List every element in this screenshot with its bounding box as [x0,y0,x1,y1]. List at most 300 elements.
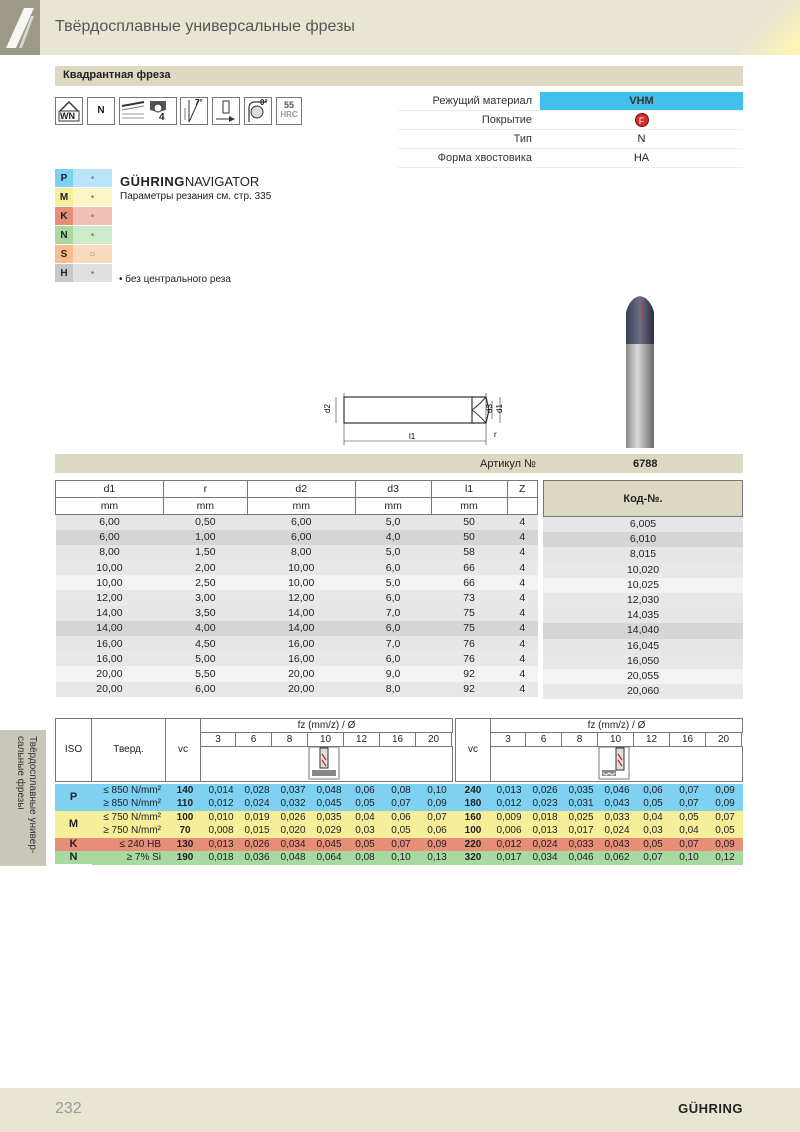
coating-value [540,111,743,129]
vc-cell: 100 [176,812,194,824]
brand-light: NAVIGATOR [184,174,260,189]
dim-cell: 6,0 [385,622,401,635]
vc-cell: 240 [464,785,482,797]
diameter-row-1 [200,732,452,747]
dim-cell: 92 [463,683,475,696]
vc-cell: 160 [464,812,482,824]
fz-header-2: fz (mm/z) / Ø [490,718,743,733]
diameter-cell: 10 [308,732,344,747]
dim-cell: 4 [519,516,526,529]
section-title: Квадрантная фреза [55,66,743,86]
fz-cell: 0,06 [391,812,411,824]
dim-cell: 0,50 [195,516,216,529]
fz-cell: 0,03 [643,825,663,837]
footer-logo: GÜHRING [678,1101,743,1116]
fz-cell: 0,07 [391,839,411,851]
dim-cell: 12,00 [288,592,315,605]
dim-row [56,560,538,575]
dim-unit-row [56,498,538,515]
fz-header-1: fz (mm/z) / Ø [200,718,453,733]
property-row [398,111,743,130]
l1-label: l1 [409,432,416,441]
dim-row [56,636,538,651]
fz-cell: 0,05 [643,798,663,810]
dim-cell: 20,00 [96,683,123,696]
dim-cell: 8,0 [385,683,401,696]
iso-letter: S [55,245,73,263]
fz-cell: 0,014 [208,785,234,797]
vc-header-2: vc [455,718,491,782]
cutting-row-right [455,851,743,865]
dim-row [56,666,538,681]
diameter-cell: 8 [562,732,598,747]
cutting-row-right [455,824,743,838]
header-bar [0,0,800,55]
code-cell: 10,025 [543,578,743,593]
hardness-cell: ≥ 750 N/mm² [103,825,161,837]
property-row [398,92,743,111]
diameter-row-2 [490,732,742,747]
vc-cell: 220 [464,839,482,851]
fz-cell: 0,07 [679,839,699,851]
iso-mark: • [73,188,112,206]
iso-letter: N [55,226,73,244]
diameter-cell: 6 [526,732,562,747]
footer [0,1088,800,1132]
dim-row [56,515,538,530]
fz-cell: 0,10 [679,852,699,864]
dim-cell: 73 [463,592,475,605]
fz-cell: 0,009 [496,812,522,824]
vc-cell: 140 [176,785,194,797]
fz-cell: 0,018 [208,852,234,864]
dim-cell: 5,0 [385,576,401,589]
iso-letter: P [55,169,73,187]
radius-icon [244,97,272,125]
fz-body-2 [490,746,743,782]
dim-unit-cell: mm [56,498,164,515]
fz-cell: 0,023 [532,798,558,810]
property-label: Тип [513,133,532,145]
wn-label: WN [60,111,75,121]
fz-cell: 0,031 [568,798,594,810]
hardness-cell: ≤ 850 N/mm² [103,785,161,797]
fz-cell: 0,09 [427,839,447,851]
vc-cell: 180 [464,798,482,810]
cutting-row-left [92,824,455,838]
fz-cell: 0,10 [391,852,411,864]
dim-cell: 6,00 [290,516,312,529]
cutting-row-right [455,784,743,798]
property-row [398,149,743,168]
hardness-limit [276,97,302,125]
iso-row-p [55,169,112,188]
fz-cell: 0,015 [244,825,270,837]
dim-row [56,651,538,666]
fz-cell: 0,026 [532,785,558,797]
dim-cell: 6,00 [290,531,312,544]
dim-header-row [56,481,538,498]
dim-cell: 8,00 [290,546,312,559]
dim-row [56,575,538,590]
d2-label: d2 [323,404,332,413]
side-tab-line: Твёрдосплавные универ- [27,736,38,854]
dim-cell: 4 [519,622,526,635]
dim-cell: 4 [519,652,526,665]
shank-value: HA [633,152,650,164]
dim-cell: 66 [463,576,475,589]
dim-cell: 9,0 [385,667,401,680]
code-header: Код-№. [543,480,743,517]
dim-cell: 1,50 [195,546,216,559]
dim-cell: 5,50 [195,667,216,680]
dim-cell: 14,00 [96,607,123,620]
cutting-row-left [92,784,455,798]
side-tab-label [14,736,38,853]
cutting-row-right [455,838,743,852]
brand-bold: GÜHRING [120,174,185,189]
diameter-cell: 6 [236,732,272,747]
diameter-cell: 10 [598,732,634,747]
dim-cell: 50 [463,531,475,544]
iso-mark: • [73,169,112,187]
fz-cell: 0,010 [208,812,234,824]
property-label: Форма хвостовика [437,152,532,164]
cutting-row-right [455,797,743,811]
dim-cell: 6,0 [385,592,401,605]
dim-header-cell: r [163,481,247,498]
fz-cell: 0,04 [355,812,375,824]
iso-mark: • [73,207,112,225]
code-cell: 8,015 [543,547,743,562]
dim-unit-cell: mm [355,498,431,515]
fz-cell: 0,04 [679,825,699,837]
dim-cell: 16,00 [288,652,315,665]
dim-cell: 1,00 [195,531,216,544]
fz-cell: 0,026 [280,812,306,824]
fz-cell: 0,045 [316,798,342,810]
dim-cell: 4 [519,576,526,589]
dim-cell: 16,00 [288,637,315,650]
fz-cell: 0,07 [679,785,699,797]
dim-cell: 6,0 [385,652,401,665]
code-cell: 20,060 [543,684,743,699]
iso-row-s [55,245,112,264]
dim-cell: 76 [463,637,475,650]
dim-cell: 4 [519,683,526,696]
dim-header-cell: l1 [431,481,507,498]
dim-cell: 76 [463,652,475,665]
fz-cell: 0,008 [208,825,234,837]
fz-cell: 0,07 [643,852,663,864]
fz-cell: 0,013 [208,839,234,851]
dim-cell: 4 [519,592,526,605]
iso-header: ISO [55,718,92,782]
dim-cell: 75 [463,607,475,620]
diameter-cell: 16 [380,732,416,747]
header-accent [740,0,800,55]
dim-cell: 7,0 [385,637,401,650]
dim-cell: 10,00 [288,561,315,574]
fz-body-1 [200,746,453,782]
article-bar [55,454,743,473]
iso-row-k [55,207,112,226]
code-cell: 16,045 [543,639,743,654]
cutting-row-left [92,811,455,825]
hardness-cell: ≥ 7% Si [126,852,161,864]
code-cell: 14,035 [543,608,743,623]
hardness-cell: ≤ 750 N/mm² [103,812,161,824]
fz-cell: 0,019 [244,812,270,824]
fz-cell: 0,024 [532,839,558,851]
helix-angle-icon [180,97,208,125]
fz-cell: 0,062 [604,852,630,864]
zero-angle-label: 0° [260,98,268,107]
fz-cell: 0,020 [280,825,306,837]
dimension-table [55,480,538,697]
fz-cell: 0,017 [496,852,522,864]
dim-cell: 75 [463,622,475,635]
fz-cell: 0,046 [568,852,594,864]
fz-cell: 0,13 [427,852,447,864]
iso-letter: K [55,207,73,225]
dim-cell: 4 [519,546,526,559]
dim-cell: 20,00 [96,667,123,680]
dim-cell: 7,0 [385,607,401,620]
dim-cell: 3,00 [195,592,216,605]
center-cut-note: • без центрального реза [119,274,231,285]
fz-cell: 0,033 [604,812,630,824]
hrc-label: HRC [280,110,298,119]
fz-cell: 0,025 [568,812,594,824]
dim-header-cell: d3 [355,481,431,498]
fz-cell: 0,024 [244,798,270,810]
hrc-value: 55 [283,100,294,110]
vc-cell: 320 [464,852,482,864]
angle-label: 7° [195,98,203,107]
side-tab-line: сальные фрезы [15,736,26,810]
diameter-cell: 20 [706,732,742,747]
fz-cell: 0,05 [355,839,375,851]
iso-row-n [55,226,112,245]
code-cell: 12,030 [543,593,743,608]
fz-cell: 0,05 [715,825,735,837]
code-cell: 6,005 [543,517,743,532]
fz-cell: 0,017 [568,825,594,837]
fz-cell: 0,006 [496,825,522,837]
fz-cell: 0,048 [316,785,342,797]
diameter-cell: 12 [344,732,380,747]
dim-row [56,545,538,560]
fz-cell: 0,06 [427,825,447,837]
dim-cell: 4 [519,561,526,574]
iso-cell: K [55,838,92,851]
iso-cell: N [55,851,92,864]
fz-cell: 0,04 [643,812,663,824]
teeth-count: 4 [159,112,165,123]
article-number: 6788 [633,458,658,470]
fz-cell: 0,045 [316,839,342,851]
page-number: 232 [55,1100,82,1117]
hardness-cell: ≥ 850 N/mm² [103,798,161,810]
fz-cell: 0,013 [496,785,522,797]
fz-cell: 0,034 [532,852,558,864]
hardness-cell: ≤ 240 HB [119,839,161,851]
dim-row [56,530,538,545]
code-column [543,517,743,699]
brand-stripe-icon [0,0,40,55]
dim-unit-cell [507,498,537,515]
fz-cell: 0,07 [679,798,699,810]
fz-cell: 0,08 [391,785,411,797]
dim-cell: 12,00 [96,592,123,605]
diameter-cell: 12 [634,732,670,747]
fz-cell: 0,12 [715,852,735,864]
dim-cell: 5,0 [385,516,401,529]
vc-cell: 190 [176,852,194,864]
fz-cell: 0,03 [355,825,375,837]
fz-cell: 0,026 [244,839,270,851]
vc-header-1: vc [165,718,201,782]
fz-cell: 0,06 [643,785,663,797]
fz-cell: 0,07 [715,812,735,824]
fz-cell: 0,08 [355,852,375,864]
fz-cell: 0,034 [280,839,306,851]
dim-cell: 4 [519,531,526,544]
fz-cell: 0,024 [604,825,630,837]
fz-cell: 0,029 [316,825,342,837]
fz-cell: 0,012 [496,798,522,810]
cutting-row-right [455,811,743,825]
cutting-row-left [92,851,455,865]
iso-cell: M [55,811,92,838]
dim-cell: 10,00 [288,576,315,589]
diameter-cell: 3 [200,732,236,747]
vc-cell: 100 [464,825,482,837]
side-tab [0,730,46,866]
iso-row-m [55,188,112,207]
cutting-row-left [92,797,455,811]
navigator-logo [120,174,259,189]
fz-cell: 0,046 [604,785,630,797]
diameter-cell: 20 [416,732,452,747]
vc-cell: 70 [179,825,191,837]
fz-cell: 0,033 [568,839,594,851]
ramping-icon [212,97,240,125]
dim-cell: 58 [463,546,475,559]
dim-cell: 16,00 [96,652,123,665]
dim-cell: 6,00 [99,531,120,544]
dim-cell: 10,00 [96,576,123,589]
dim-unit-cell: mm [163,498,247,515]
fz-cell: 0,048 [280,852,306,864]
fz-cell: 0,035 [316,812,342,824]
property-label: Покрытие [481,114,532,126]
dim-cell: 20,00 [288,667,315,680]
fz-cell: 0,10 [427,785,447,797]
fz-cell: 0,07 [427,812,447,824]
slotting-icon [308,746,340,780]
cutting-row-left [92,838,455,852]
fz-cell: 0,06 [355,785,375,797]
cutting-reference: Параметры резания см. стр. 335 [120,191,272,202]
d3-label: d3 [485,404,494,413]
vc-cell: 130 [176,839,194,851]
dim-cell: 66 [463,561,475,574]
fz-cell: 0,018 [532,812,558,824]
dim-cell: 4 [519,637,526,650]
dim-header-cell: d1 [56,481,164,498]
fz-cell: 0,09 [715,798,735,810]
dim-row [56,682,538,697]
dim-cell: 14,00 [96,622,123,635]
fz-cell: 0,043 [604,798,630,810]
dim-cell: 2,50 [195,576,216,589]
fz-cell: 0,064 [316,852,342,864]
dim-cell: 4,50 [195,637,216,650]
dim-cell: 50 [463,516,475,529]
fz-cell: 0,043 [604,839,630,851]
dim-cell: 4,00 [195,622,216,635]
fz-cell: 0,028 [244,785,270,797]
fz-cell: 0,05 [643,839,663,851]
dim-row [56,621,538,636]
dim-cell: 16,00 [96,637,123,650]
dim-cell: 6,0 [385,561,401,574]
tool-properties [398,92,743,168]
property-label: Режущий материал [432,95,532,107]
code-cell: 20,055 [543,669,743,684]
dim-cell: 6,00 [99,516,120,529]
fz-cell: 0,037 [280,785,306,797]
code-cell: 10,020 [543,563,743,578]
shank-wn-icon [55,97,83,125]
dim-row [56,606,538,621]
dim-cell: 14,00 [288,622,315,635]
dim-cell: 5,0 [385,546,401,559]
r-label: r [494,430,497,439]
fz-cell: 0,09 [427,798,447,810]
fz-cell: 0,09 [715,839,735,851]
iso-letter: M [55,188,73,206]
fz-cell: 0,05 [355,798,375,810]
diameter-cell: 16 [670,732,706,747]
fz-cell: 0,012 [208,798,234,810]
dim-cell: 14,00 [288,607,315,620]
cutting-material-value: VHM [540,92,743,110]
fz-cell: 0,013 [532,825,558,837]
diameter-cell: 8 [272,732,308,747]
d1-label: d1 [495,404,504,413]
tool-drawing [314,385,514,450]
dim-cell: 8,00 [99,546,120,559]
side-milling-icon [598,746,630,780]
dim-cell: 20,00 [288,683,315,696]
fz-cell: 0,012 [496,839,522,851]
property-row [398,130,743,149]
iso-cell: P [55,784,92,811]
iso-mark: • [73,226,112,244]
flute-count-icon [119,97,177,125]
fz-cell: 0,07 [391,798,411,810]
fz-cell: 0,036 [244,852,270,864]
page-header-title: Твёрдосплавные универсальные фрезы [55,18,355,35]
dim-cell: 10,00 [96,561,123,574]
article-label: Артикул № [480,458,536,470]
dim-cell: 4,0 [385,531,401,544]
dim-cell: 92 [463,667,475,680]
dim-cell: 6,00 [195,683,216,696]
